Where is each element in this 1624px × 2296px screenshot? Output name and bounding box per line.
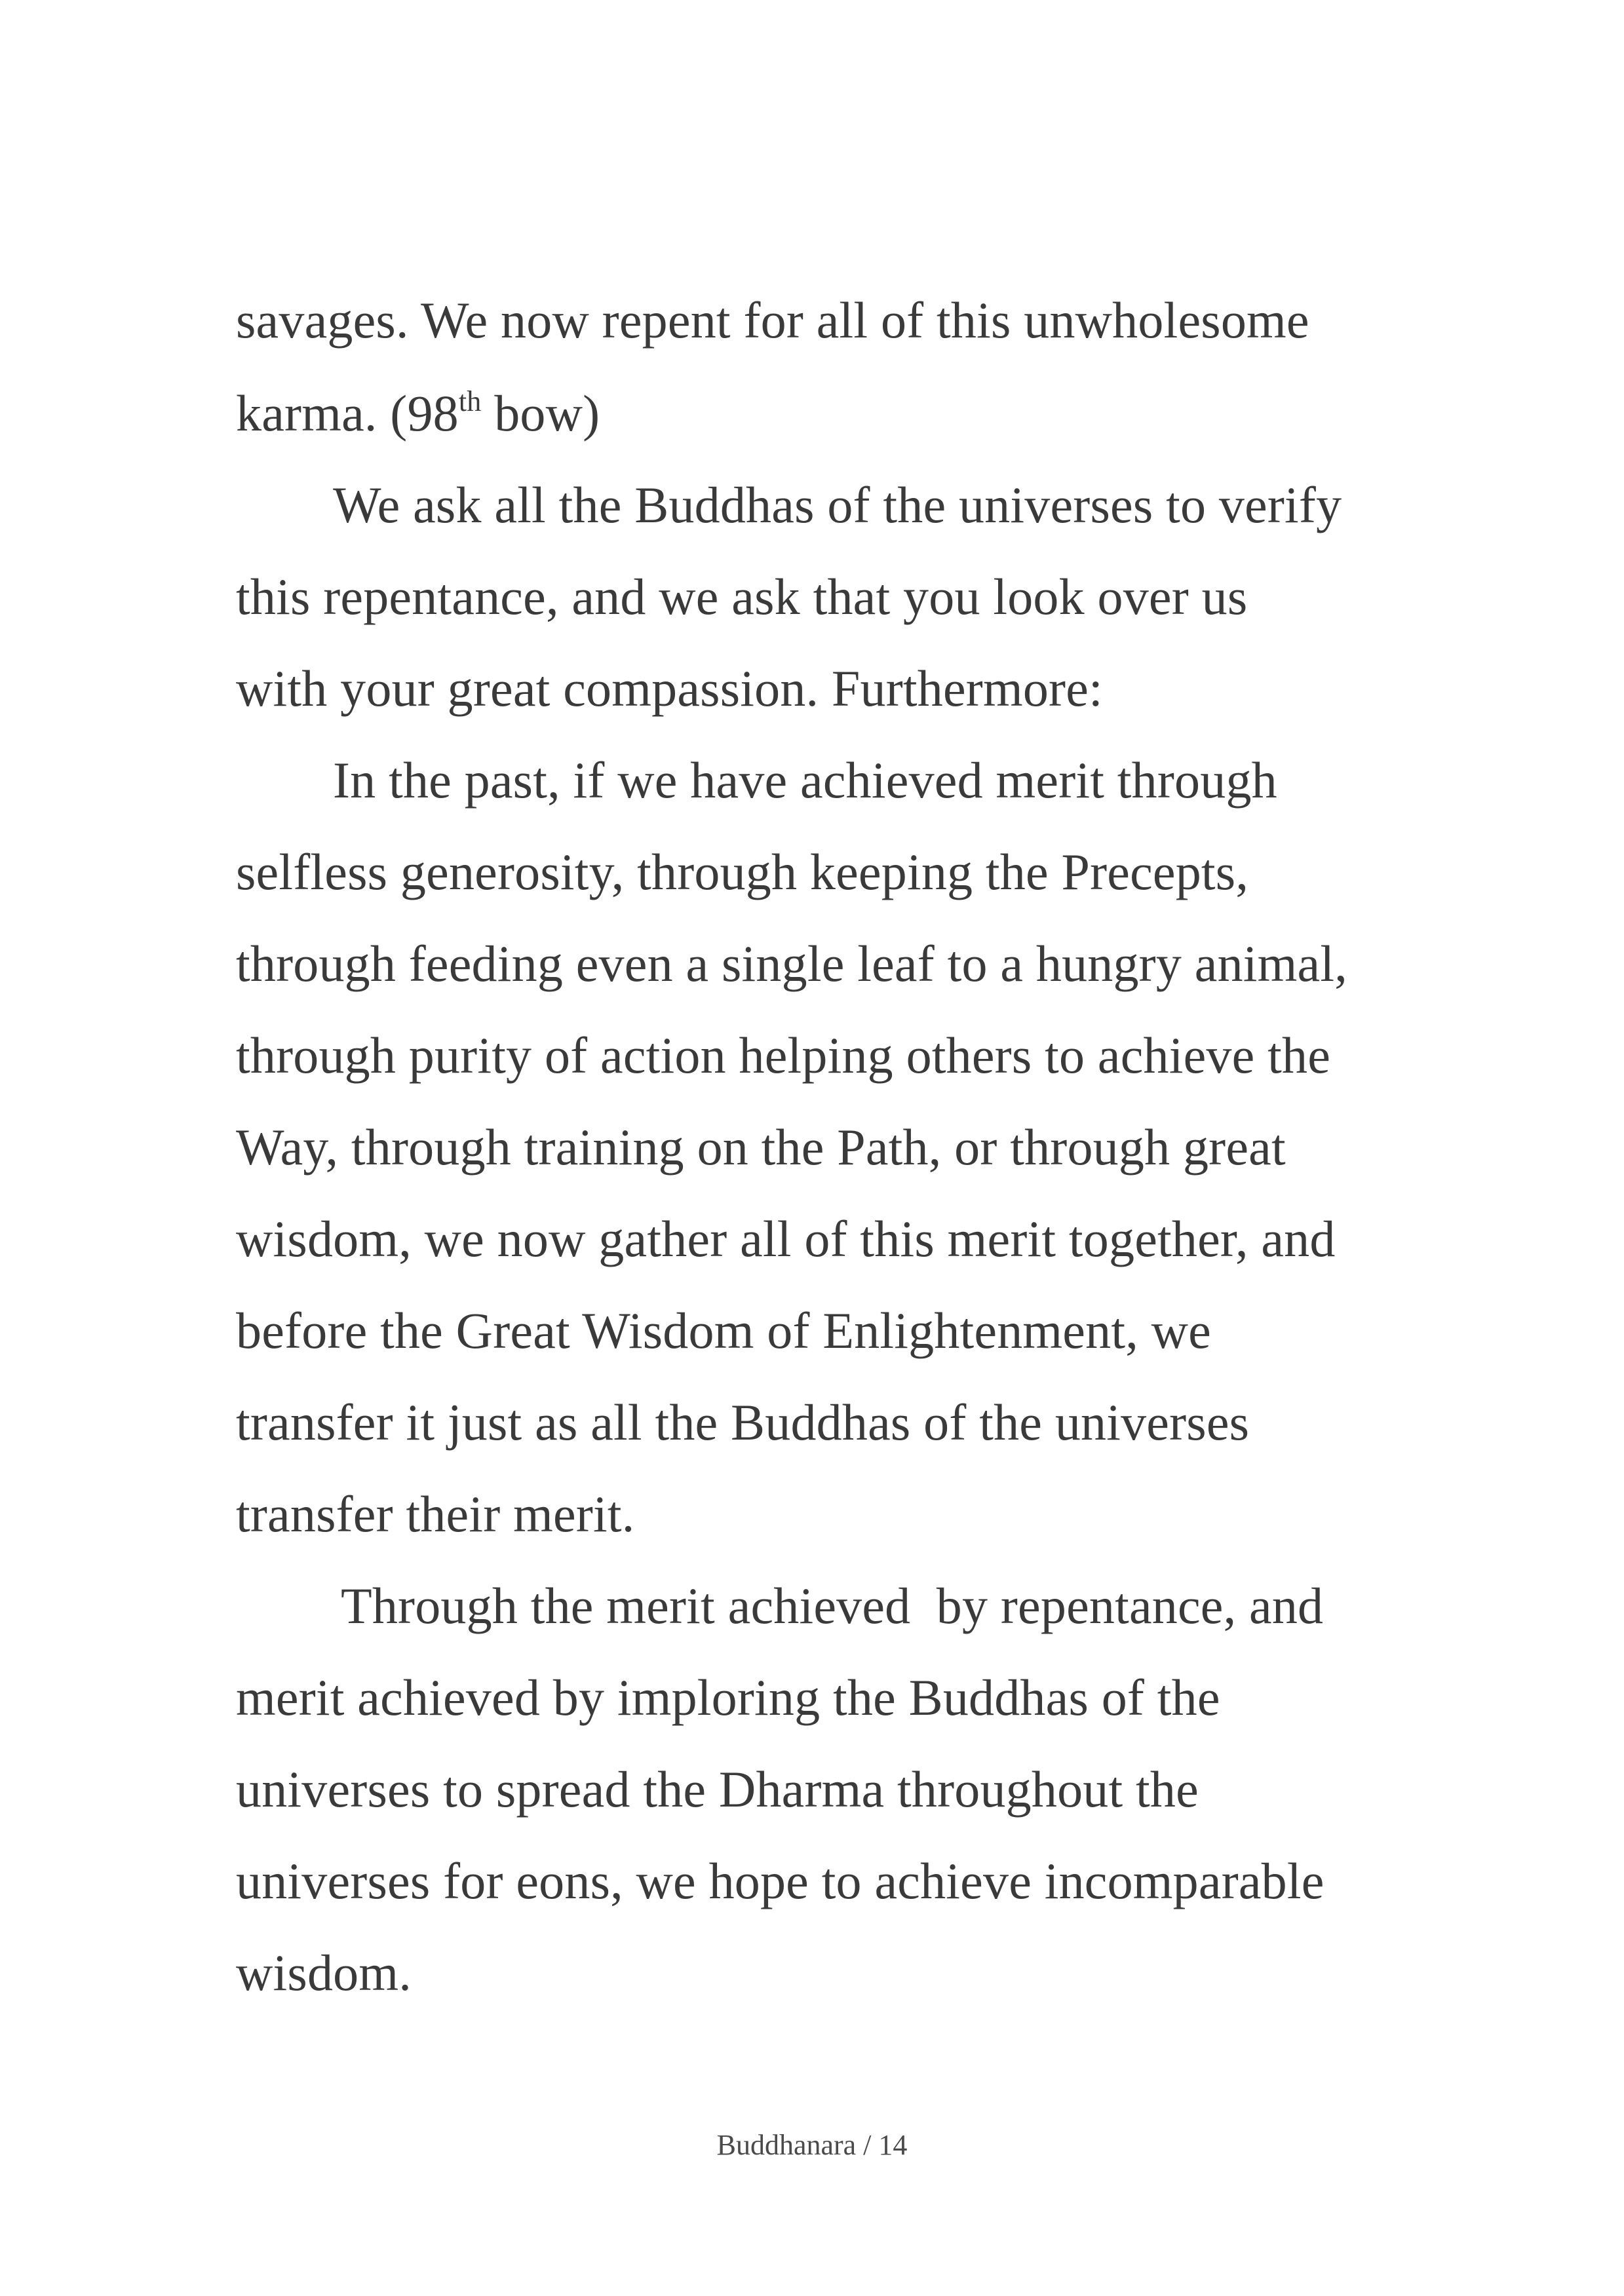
text-line: universes for eons, we hope to achieve incomparable [236, 1852, 1324, 1909]
paragraph-first-line: Through the merit achieved by repentance, and [341, 1577, 1324, 1634]
text-line: through feeding even a single leaf to a hungry animal, [236, 935, 1347, 992]
paragraph-first-line: In the past, if we have achieved merit through [333, 752, 1277, 809]
text-line: before the Great Wisdom of Enlightenment, we [236, 1302, 1211, 1359]
text-line: wisdom, we now gather all of this merit together, and [236, 1210, 1336, 1267]
text-line: with your great compassion. Furthermore: [236, 660, 1103, 717]
text-line: through purity of action helping others to achieve the [236, 1027, 1331, 1084]
ordinal-superscript: th [458, 385, 482, 417]
text-line: universes to spread the Dharma throughout the [236, 1761, 1199, 1818]
text-line-content: karma. (98 [236, 385, 459, 442]
text-line: selfless generosity, through keeping the Precepts, [236, 843, 1249, 900]
text-line: wisdom. [236, 1944, 412, 2001]
text-line-content: bow) [481, 385, 600, 442]
text-line: this repentance, and we ask that you look over us [236, 568, 1248, 625]
text-line [236, 385, 600, 442]
text-line: merit achieved by imploring the Buddhas of the [236, 1669, 1220, 1726]
text-line [236, 292, 1309, 349]
text-line: transfer their merit. [236, 1485, 635, 1542]
page-footer: Buddhanara / 14 [716, 2129, 908, 2161]
text-line: transfer it just as all the Buddhas of the universes [236, 1394, 1250, 1451]
text-line-content: savages. We now repent for all of this unwholesome [236, 292, 1309, 349]
text-line: Way, through training on the Path, or through great [236, 1119, 1286, 1176]
paragraph-first-line: We ask all the Buddhas of the universes to verify [333, 476, 1342, 533]
